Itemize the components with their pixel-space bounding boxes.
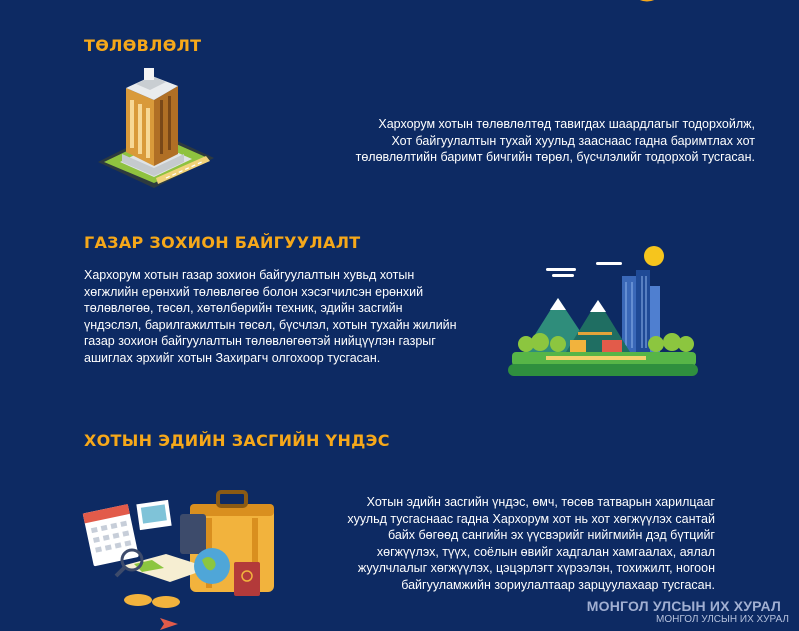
text-line: хөгжлийн ерөнхий төлөвлөгөө болон хэсэгчилсэн ерөнхий <box>84 284 424 299</box>
text-line: Хот байгуулалтын тухай хуульд зааснаас гадна баримтлах хот <box>391 133 755 148</box>
section-text-land <box>84 267 504 366</box>
travel-suitcase-icon <box>82 474 280 631</box>
text-line: Хотын эдийн засгийн үндэс, өмч, төсөв татварын харилцааг <box>366 495 715 509</box>
text-line: хуульд тусгаснаас гадна Хархорум хот нь хот хөгжүүлэх сантай <box>347 511 715 526</box>
section-heading-planning: ТӨЛӨВЛӨЛТ <box>84 36 202 55</box>
text-line: төлөвлөлтийн баримт бичгийн төрөл, бүсчлэлийг тодорхой тусгасан. <box>355 150 755 164</box>
city-landscape-icon <box>506 240 700 384</box>
building-tower-icon <box>96 66 216 190</box>
emblem-icon <box>625 0 669 4</box>
section-text-economy <box>295 494 715 593</box>
text-line: Хархорум хотын төлөвлөлтөд тавигдах шаардлагыг тодорхойлж, <box>378 117 755 131</box>
text-line: үндэслэл, барилгажилтын төсөл, бүсчлэл, хотын тухайн жилийн <box>84 317 457 332</box>
text-line: жуулчлалыг хөгжүүлэх, цэцэрлэгт хүрээлэн, тохижилт, ногоон <box>357 561 715 575</box>
text-line: газар зохион байгуулалтын төлөвлөгөөтэй нийцүүлэн газрыг <box>84 334 436 348</box>
watermark-subtitle: МОНГОЛ УЛСЫН ИХ ХУРАЛ <box>656 614 789 625</box>
text-line: хөгжүүлэх, түүх, соёлын өвийг хадгалан хамгаалах, аялал <box>376 544 715 559</box>
text-line: төлөвлөгөө, төсөл, хөтөлбөрийн техник, эдийн засгийн <box>84 301 403 315</box>
section-heading-land: ГАЗАР ЗОХИОН БАЙГУУЛАЛТ <box>84 233 361 252</box>
watermark-title: МОНГОЛ УЛСЫН ИХ ХУРАЛ <box>586 598 781 614</box>
section-heading-economy: ХОТЫН ЭДИЙН ЗАСГИЙН ҮНДЭС <box>84 431 390 450</box>
text-line: Хархорум хотын газар зохион байгуулалтын хувьд хотын <box>84 268 415 282</box>
text-line: байгууламжийн зориулалтаар зарцуулахаар тусгасан. <box>401 577 715 592</box>
text-line: байх бөгөөд сангийн эх үүсвэрийг нийгмийн дэд бүтцийг <box>387 528 715 542</box>
section-text-planning <box>295 116 755 166</box>
text-line: ашиглах эрхийг хотын Захирагч олгохоор тусгасан. <box>84 350 381 365</box>
